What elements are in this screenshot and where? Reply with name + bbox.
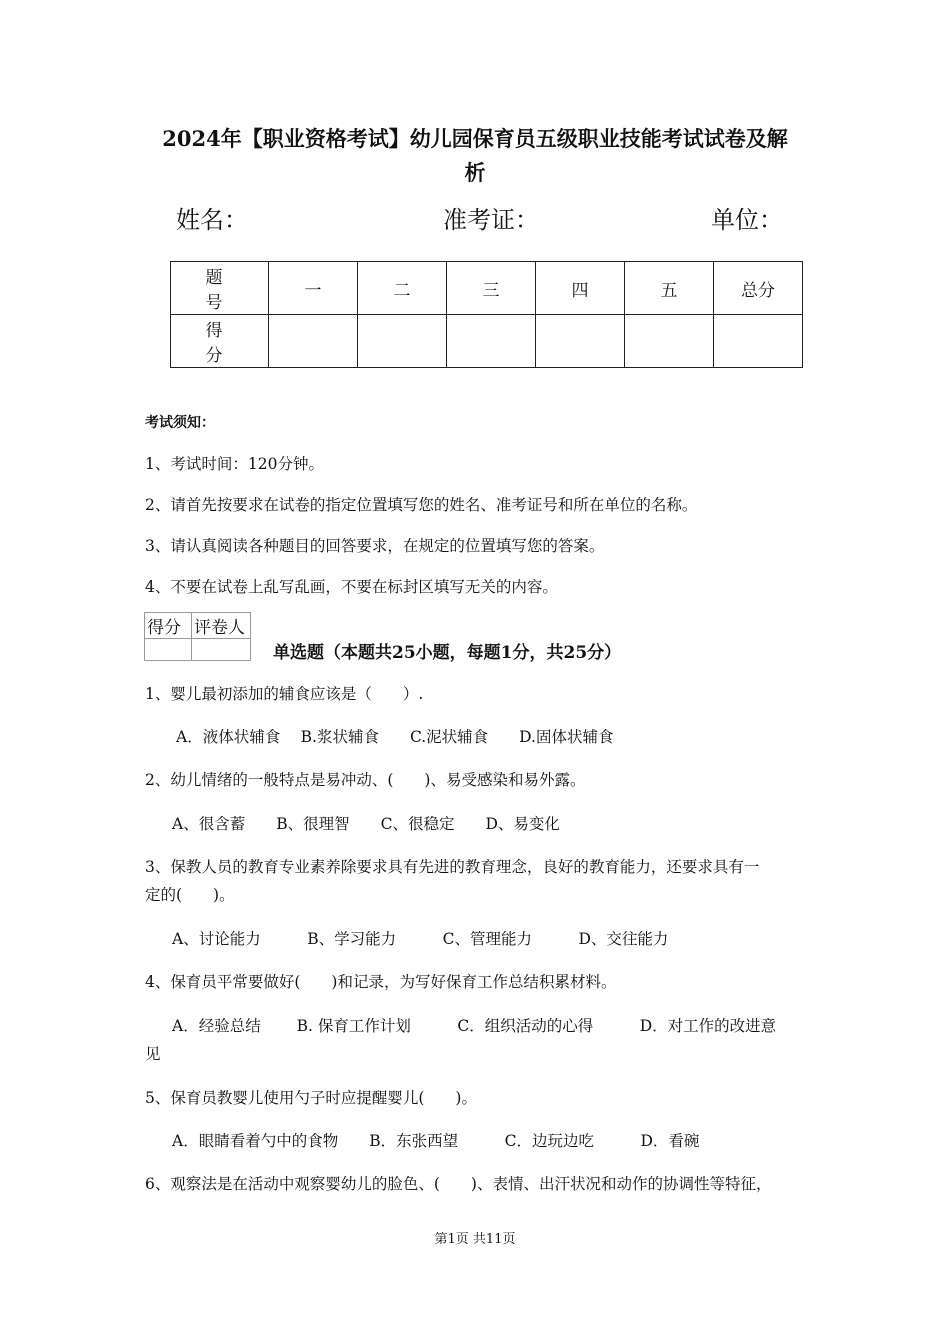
score-table xyxy=(170,261,803,368)
score-header-cell: 三 xyxy=(447,262,536,315)
score-input-cell[interactable] xyxy=(269,315,358,368)
unit-label: 单位： xyxy=(711,206,783,234)
score-input-cell[interactable] xyxy=(536,315,625,368)
page-footer: 第1页 共11页 xyxy=(434,1232,516,1247)
title-line-2: 析 xyxy=(464,160,486,185)
score-input-cell[interactable] xyxy=(625,315,714,368)
score-input-cell[interactable] xyxy=(358,315,447,368)
score-input-cell[interactable] xyxy=(447,315,536,368)
question-options: A．经验总结 B. 保育工作计划 C．组织活动的心得 D．对工作的改进意 xyxy=(172,1017,777,1035)
score-header-cell: 总分 xyxy=(714,262,803,315)
question-stem-continued: 定的( )。 xyxy=(145,886,235,904)
question-stem: 2、幼儿情绪的一般特点是易冲动、( )、易受感染和易外露。 xyxy=(145,771,586,789)
question-stem: 4、保育员平常要做好( )和记录，为写好保育工作总结积累材料。 xyxy=(145,973,617,991)
exam-no-label: 准考证： xyxy=(443,206,539,234)
question-options: A、很含蓄 B、很理智 C、很稳定 D、易变化 xyxy=(172,815,560,833)
question-stem: 6、观察法是在活动中观察婴幼儿的脸色、( )、表情、出汗状况和动作的协调性等特征， xyxy=(145,1175,772,1193)
question-options-continued: 见 xyxy=(145,1045,161,1063)
question-stem: 1、婴儿最初添加的辅食应该是（ ）. xyxy=(145,685,424,703)
score-row-label: 得 分 xyxy=(171,315,269,368)
score-table-header-row xyxy=(171,262,803,315)
name-label: 姓名： xyxy=(176,206,248,234)
grader-box xyxy=(144,612,251,661)
score-header-cell: 五 xyxy=(625,262,714,315)
note-item: 3、请认真阅读各种题目的回答要求，在规定的位置填写您的答案。 xyxy=(145,537,605,555)
grader-score-cell[interactable] xyxy=(145,639,192,661)
note-item: 1、考试时间：120分钟。 xyxy=(145,455,324,473)
notes-title: 考试须知： xyxy=(145,415,215,431)
question-stem: 3、保教人员的教育专业素养除要求具有先进的教育理念，良好的教育能力，还要求具有一 xyxy=(145,858,760,876)
question-options: A、讨论能力 B、学习能力 C、管理能力 D、交往能力 xyxy=(172,930,669,948)
score-header-cell: 二 xyxy=(358,262,447,315)
title-line-1: 2024年【职业资格考试】幼儿园保育员五级职业技能考试试卷及解 xyxy=(162,126,788,151)
note-item: 2、请首先按要求在试卷的指定位置填写您的姓名、准考证号和所在单位的名称。 xyxy=(145,496,698,514)
question-options: A．液体状辅食 B.浆状辅食 C.泥状辅食 D.固体状辅食 xyxy=(176,728,614,746)
question-options: A．眼睛看着勺中的食物 B．东张西望 C．边玩边吃 D．看碗 xyxy=(172,1132,700,1150)
page-title xyxy=(120,122,830,190)
section-title: 单选题（本题共25小题，每题1分，共25分） xyxy=(273,643,622,663)
score-header-cell: 题 号 xyxy=(171,262,269,315)
grader-name-cell[interactable] xyxy=(192,639,251,661)
score-header-cell: 一 xyxy=(269,262,358,315)
score-input-cell[interactable] xyxy=(714,315,803,368)
grader-name-label: 评卷人 xyxy=(192,613,251,639)
score-table-score-row xyxy=(171,315,803,368)
grader-score-label: 得分 xyxy=(145,613,192,639)
question-stem: 5、保育员教婴儿使用勺子时应提醒婴儿( )。 xyxy=(145,1089,477,1107)
score-header-cell: 四 xyxy=(536,262,625,315)
note-item: 4、不要在试卷上乱写乱画，不要在标封区填写无关的内容。 xyxy=(145,578,558,596)
